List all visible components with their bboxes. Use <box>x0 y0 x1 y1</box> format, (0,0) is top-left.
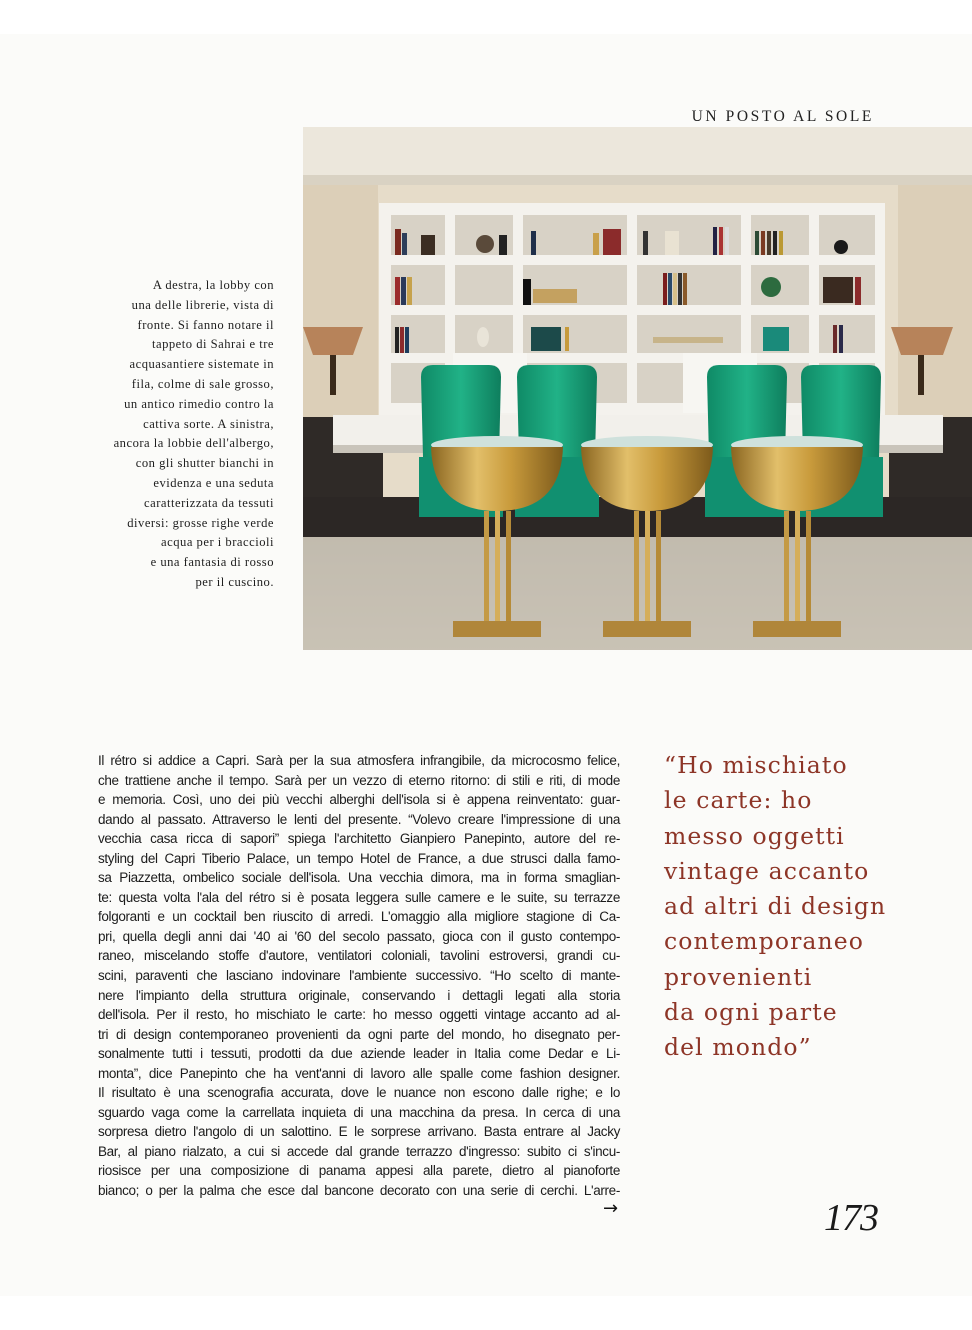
body-line: Il risultato è una scenografia accurata, dove le nuance non escono dalle righe; e lo <box>98 1085 620 1101</box>
body-line: scini, paraventi che lasciano indovinare l'ambiente successivo. “Ho scelto di mante- <box>98 968 620 984</box>
pull-quote-line: le carte: ho <box>664 786 813 815</box>
body-line: che trattiene anche il tempo. Sarà per un vezzo di eterno ritorno: di stili e riti, di mode <box>98 772 620 788</box>
body-line: nere l'impianto della struttura originale, conservando i dettagli legati alla storia <box>98 987 620 1003</box>
pull-quote-line: ad altri di design <box>664 892 887 921</box>
caption-line: fronte. Si fanno notare il <box>137 317 274 332</box>
caption-line: fila, colme di sale grosso, <box>131 376 274 391</box>
pull-quote-line: provenienti <box>664 962 813 991</box>
caption-line: caratterizzata da tessuti <box>144 495 274 510</box>
body-line: sa Piazzetta, ombelico sociale dell'isola. Una vecchia dimora, ma in forma smaglian- <box>98 870 620 886</box>
caption-line: per il cuscino. <box>195 574 274 589</box>
caption-line: evidenza e una seduta <box>153 475 274 490</box>
pull-quote-line: vintage accanto <box>664 856 870 885</box>
caption-line: A destra, la lobby con <box>152 278 274 292</box>
body-line: riosisce per una composizione di panama appesi alla parete, dietro al pianoforte <box>98 1163 620 1179</box>
pull-quote-line: messo oggetti <box>664 821 845 850</box>
lobby-photo <box>303 127 972 650</box>
running-head: UN POSTO AL SOLE <box>691 108 874 125</box>
caption-line: con gli shutter bianchi in <box>135 456 274 471</box>
caption-line: cattiva sorte. A sinistra, <box>143 416 274 431</box>
caption-line: un antico rimedio contro la <box>124 396 274 411</box>
body-line: raneo, miscelando stoffe d'autore, ventilatori coloniali, tavolini estroversi, grandi cu- <box>98 948 620 964</box>
pull-quote-line: da ogni parte <box>664 998 838 1027</box>
lobby-photo-illustration <box>303 127 972 650</box>
caption-line: ancora la lobbie dell'albergo, <box>113 436 274 451</box>
body-line: sguardo vaga come la carrellata inquieta di una macchina da presa. In cerca di una <box>98 1104 620 1120</box>
caption-line: diversi: grosse righe verde <box>127 515 274 530</box>
caption-line: acqua per i braccioli <box>161 535 274 550</box>
continue-arrow-icon: → <box>603 1198 619 1219</box>
body-line: te: questa volta l'ala del rétro si è posata leggera sulle camere e le suite, su terrazze <box>98 889 620 905</box>
photo-caption <box>88 276 274 593</box>
body-line: sorpresa dietro l'angolo di un salottino. E le sorprese arrivano. Basta entrare al Jacky <box>98 1124 620 1140</box>
pull-quote-line: del mondo” <box>664 1033 812 1062</box>
body-line: vecchia casa ricca di sapori” spiega l'architetto Gianpiero Panepinto, autore del re- <box>98 831 620 847</box>
body-line: dando al passato. Attraverso le lenti del presente. “Volevo creare l'impressione di una <box>98 811 620 827</box>
article-body <box>98 751 620 1201</box>
body-line: monta”, dice Panepinto che ha vent'anni di lavoro alle spalle come fashion designer. <box>98 1065 620 1081</box>
pull-quote-line: “Ho mischiato <box>664 751 848 779</box>
body-line: tri di design contemporaneo provenienti da ogni parte del mondo, ho disegnato per- <box>98 1026 620 1042</box>
body-line: Bar, al piano rialzato, a cui si accede dal grande terrazzo d'ingresso: subito ci s'incu- <box>98 1143 620 1159</box>
body-line: e memoria. Così, uno dei più vecchi alberghi dell'isola si è appena reinventato: guar- <box>98 792 620 808</box>
caption-line: acquasantiere sistemate in <box>129 357 274 372</box>
pull-quote <box>664 748 924 1066</box>
body-line: pri, quella degli anni dai '40 ai '60 del secolo passato, gioca con il gusto contempo- <box>98 928 620 944</box>
caption-line: e una fantasia di rosso <box>150 555 274 570</box>
caption-line: tappeto di Sahrai e tre <box>151 337 274 352</box>
caption-line: una delle librerie, vista di <box>131 297 274 312</box>
body-line: bianco; o per la palma che esce dal bancone decorato con una serie di cerchi. L'arre- <box>98 1183 620 1199</box>
body-line: dell'isola. Per il resto, ho mischiato le carte: ho messo oggetti vintage accanto ad al- <box>98 1007 620 1023</box>
page-number: 173 <box>824 1197 878 1239</box>
body-line: sonalmente tutti i tessuti, prodotti da due aziende leader in Italia come Dedar e Li- <box>98 1046 620 1062</box>
body-line: styling del Capri Tiberio Palace, un tempo Hotel de France, a due strusci dalla famo- <box>98 850 620 866</box>
pull-quote-line: contemporaneo <box>664 927 865 956</box>
body-line: folgoranti e un cocktail ben riuscito di arredi. L'omaggio alla migliore stagione di Ca- <box>98 909 620 925</box>
body-line: Il rétro si addice a Capri. Sarà per la sua atmosfera infrangibile, da microcosmo felice, <box>98 753 620 768</box>
